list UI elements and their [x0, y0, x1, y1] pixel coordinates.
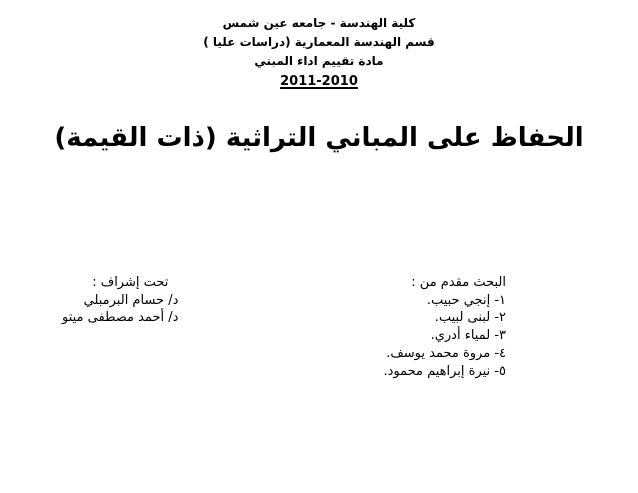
academic-year: 2011-2010	[280, 74, 358, 89]
department-line: قسم الهندسة المعمارية (دراسات عليا )	[203, 35, 435, 49]
supervisor-name: د/ أحمد مصطفى ميتو	[62, 310, 179, 326]
supervisor-name: د/ حسام البرمبلي	[83, 292, 179, 308]
course-line: مادة تقييم اداء المبني	[254, 54, 384, 68]
researchers-heading: البحث مقدم من :	[411, 275, 506, 290]
faculty-line: كلية الهندسة - جامعه عين شمس	[222, 16, 416, 30]
researcher-name: ٥- نيرة إبراهيم محمود.	[383, 363, 506, 379]
researcher-name: ٢- لبنى لبيب.	[434, 310, 506, 326]
supervisors-block	[62, 274, 178, 327]
researchers-block	[383, 274, 506, 380]
supervisors-heading: تحت إشراف :	[92, 275, 169, 290]
researcher-name: ١- إنجي حبيب.	[426, 292, 506, 308]
slide-title: الحفاظ على المباني التراثية (ذات القيمة)	[54, 123, 584, 153]
researcher-name: ٤- مروة محمد يوسف.	[386, 345, 506, 361]
slide-header	[0, 14, 638, 92]
researcher-name: ٣- لمياء أدري.	[430, 328, 506, 344]
